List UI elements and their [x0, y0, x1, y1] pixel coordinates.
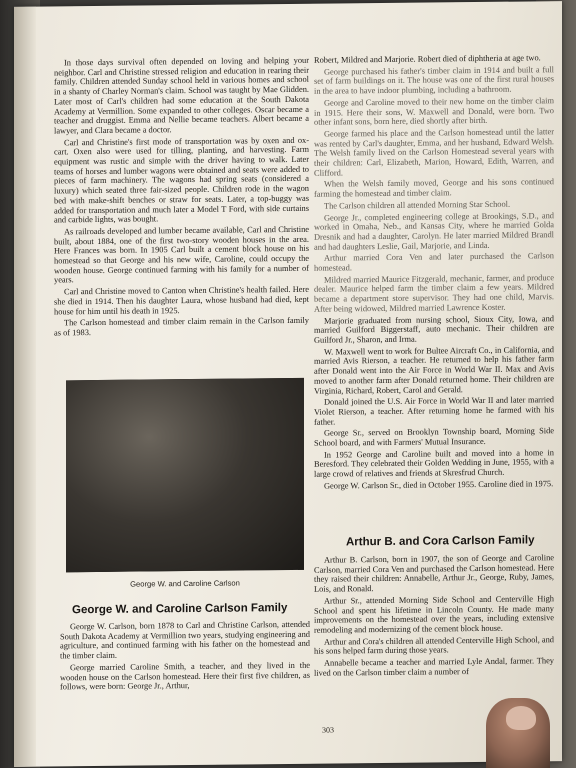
right-paragraph: When the Welsh family moved, George and his sons continued farming the homestead and timber claim. — [314, 177, 554, 199]
right-paragraph: George purchased his father's timber claim in 1914 and built a full set of farm buildings on it. The house was one of the first rural houses in the area to have indoor plumbing, including a bathroom. — [314, 64, 554, 96]
photo-caption: George W. and Caroline Carlson — [130, 578, 240, 589]
arthur-paragraph: Annabelle became a teacher and married Lyle Andal, farmer. They lived on the Carlson timber claim a number of — [314, 656, 554, 678]
arthur-section-heading: Arthur B. and Cora Carlson Family — [346, 534, 535, 549]
right-column — [314, 53, 554, 493]
left-column — [54, 56, 309, 340]
right-paragraph: George and Caroline moved to their new home on the timber claim in 1915. Here their sons, W. Maxwell and Donald, were born. Two other infant sons, born here, died shortly after birth. — [314, 96, 554, 127]
arthur-paragraph: Arthur and Cora's children all attended Centerville High School, and his sons helped farm during those years. — [314, 634, 554, 657]
page-number: 303 — [322, 725, 334, 735]
right-paragraph: The Carlson children all attended Morning Star School. — [324, 199, 511, 211]
left-paragraph: The Carlson homestead and timber claim remain in the Carlson family as of 1983. — [54, 316, 309, 338]
left-paragraph: Carl and Christine moved to Canton when Christine's health failed. Here she died in 1914. Then his daughter Laura, whose husband had died, kept house for him until his death in 1925. — [54, 284, 309, 317]
thumbnail-highlight — [506, 706, 536, 730]
page-binding — [14, 7, 36, 767]
george-section-heading: George W. and Caroline Carlson Family — [72, 602, 288, 617]
right-paragraph: Robert, Mildred and Marjorie. Robert died of diphtheria at age two. — [314, 53, 541, 65]
right-paragraph: Donald joined the U.S. Air Force in World War II and later married Violet Rierson, a teacher. After returning home he farmed with his father. — [314, 395, 554, 427]
portrait-photo — [66, 378, 304, 572]
right-paragraph: George Sr., served on Brooklyn Township board, Morning Side School board, and with Farmers' Mutual Insurance. — [314, 426, 554, 448]
arthur-paragraph: Arthur Sr., attended Morning Side School and Centerville High School and spent his lifetime in Lincoln County. He made many improvements on the homestead over the years, including extensive remodeling and modernizing of the cement block house. — [314, 594, 554, 635]
right-paragraph: George farmed his place and the Carlson homestead until the latter was rented by Carl's daughter, Emma, and her husband, Edward Welsh. The Welsh family lived on the Carlson Homestead several years with their children: Carl, Elizabeth, Marion, Howard, Edith, Warren, and Clifford. — [314, 127, 554, 178]
book-page — [14, 1, 562, 767]
left-paragraph: Carl and Christine's first mode of transportation was by oxen and ox-cart. Oxen also were used for tilling, planting, and harvesting. Farm equipment was rustic and simple with the driver having to walk. Later teams of horses and lumber wagons were obtained and seats were added to pieces of farm machinery. The wagons had spring seats (considered a luxury) which seated three fair-sized people. Children rode in the wagon bed with make-shift benches or straw for seats. Later, a top-buggy was added for transportation and much later a Model T Ford, with side curtains and carbide lights, was bought. — [54, 135, 309, 225]
george-paragraph: George married Caroline Smith, a teacher, and they lived in the wooden house on the Carlson homestead. Here their first five children, as follows, were born: George Jr., Arthur, — [60, 660, 310, 692]
george-paragraph: George W. Carlson, born 1878 to Carl and Christine Carlson, attended South Dakota Academy at Vermillion two years, studying engineering and agriculture, and continued farming with his father on the homestead and the timber claim. — [60, 619, 310, 661]
right-paragraph: Marjorie graduated from nursing school, Sioux City, Iowa, and married Guilford Biggerstaff, auto mechanic. Their children are Guilford Jr., Sharon, and Irma. — [314, 313, 554, 345]
right-paragraph: W. Maxwell went to work for Bultee Aircraft Co., in California, and married Avis Rierson, a teacher. He returned to help his father farm after Donald went into the Air Force in World War II. Max and Avis moved to another farm after Donald returned home. Their children are Virginia, Richard, Robert, Carol and Gerald. — [314, 344, 554, 396]
right-paragraph: Arthur married Cora Ven and later purchased the Carlson homestead. — [314, 251, 554, 273]
left-paragraph: In those days survival often depended on loving and helping your neighbor. Carl and Christine stressed religion and education in rearing their family. Children attended Sunday school held in various homes and school in a shanty of Charley Norman's claim. School was taught by Mae Glidden. Later most of Carl's children had some education at the South Dakota Academy at Vermillion. Some expanded to other colleges. Oscar became a teacher and druggist. Emma and Nellie became teachers. Albert became a lawyer, and Clara became a doctor. — [54, 55, 309, 136]
george-section-body — [60, 620, 310, 695]
right-paragraph: In 1952 George and Caroline built and moved into a home in Beresford. They celebrated their Golden Wedding in June, 1955, with a large crowd of relatives and friends at Skresfrud Church. — [314, 447, 554, 479]
left-paragraph: As railroads developed and lumber became available, Carl and Christine built, about 1884, one of the first two-story wooden houses in the area. Here Frances was born. In 1905 Carl built a cement block house on his homestead so that George and his new wife, Caroline, could occupy the wooden house. George continued farming with his family for a number of years. — [54, 224, 309, 285]
arthur-paragraph: Arthur B. Carlson, born in 1907, the son of George and Caroline Carlson, married Cora Ven and purchased the Carlson homestead. Here they raised their children: Annabelle, Arthur Jr., George, Ruby, James, Lois, and Ronald. — [314, 553, 554, 594]
right-paragraph: Mildred married Maurice Fitzgerald, mechanic, farmer, and produce dealer. Maurice helped farm the timber claim a few years. Mildred became a department store supervisor. They had one child, Marvis. After being widowed, Mildred married Lawrence Koster. — [314, 272, 554, 314]
arthur-section-body — [314, 553, 554, 680]
right-paragraph: George W. Carlson Sr., died in October 1955. Caroline died in 1975. — [324, 479, 554, 491]
right-paragraph: George Jr., completed engineering college at Brookings, S.D., and worked in Omaha, Neb., and Kansas City, where he married Golda Dresnik and had a daughter, Carolyn. He later married Mildred Brandl and had daughters Leslie, Gail, Marjorie, and Linda. — [314, 210, 554, 252]
